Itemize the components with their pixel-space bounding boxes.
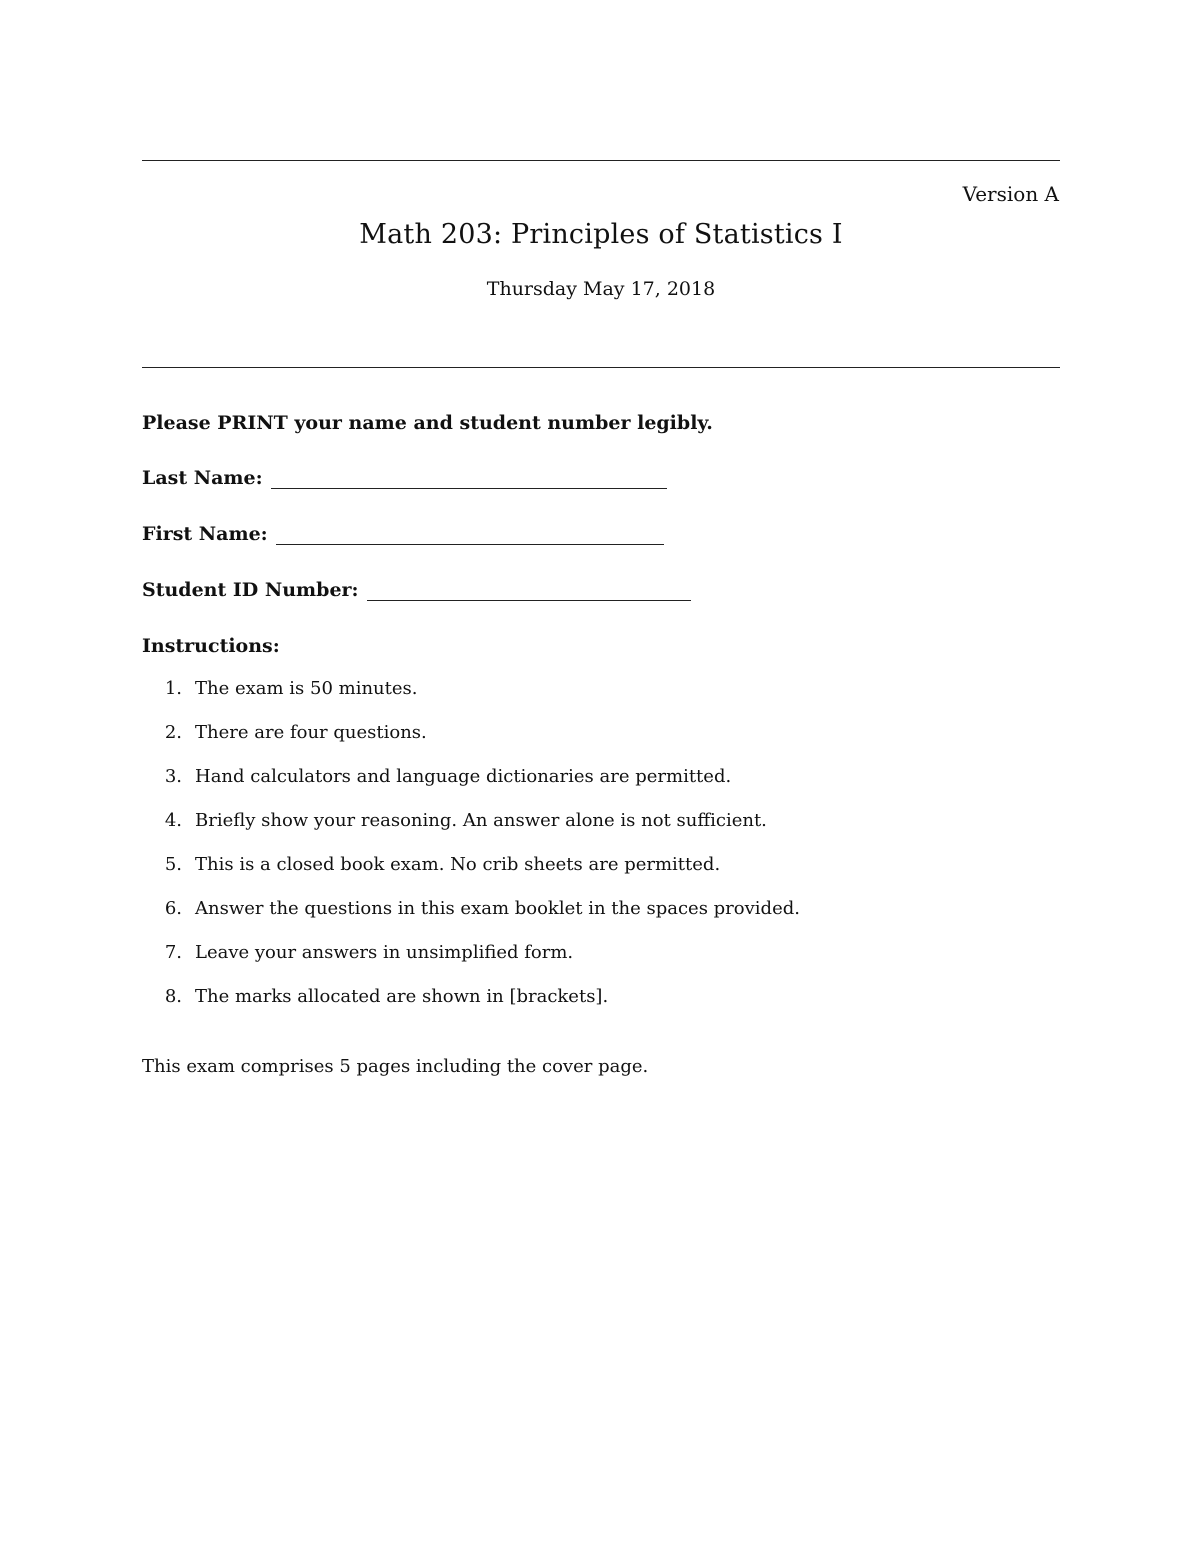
list-item — [142, 898, 800, 942]
last-name-label: Last Name: — [142, 467, 263, 489]
list-item — [142, 854, 800, 898]
list-item — [142, 722, 800, 766]
item-number: 4. — [164, 810, 182, 831]
item-number: 1. — [164, 678, 182, 699]
item-text: Briefly show your reasoning. An answer alone is not sufficient. — [195, 810, 767, 831]
first-name-field — [142, 523, 664, 545]
item-text: This is a closed book exam. No crib sheets are permitted. — [195, 854, 721, 875]
exam-title: Math 203: Principles of Statistics I — [359, 219, 843, 250]
item-number: 5. — [164, 854, 182, 875]
student-id-field — [142, 579, 691, 601]
version-label: Version A — [962, 182, 1059, 206]
item-number: 7. — [164, 942, 182, 963]
bottom-rule — [142, 367, 1060, 368]
print-instruction-text: Please PRINT your name and student number legibly. — [142, 412, 713, 434]
first-name-blank[interactable] — [276, 524, 664, 545]
list-item — [142, 766, 800, 810]
student-id-blank[interactable] — [367, 580, 691, 601]
print-instruction — [142, 412, 713, 434]
item-text: There are four questions. — [195, 722, 427, 743]
item-number: 2. — [164, 722, 182, 743]
student-id-label: Student ID Number: — [142, 579, 359, 601]
last-name-blank[interactable] — [271, 468, 667, 489]
instructions-list — [142, 678, 800, 1030]
item-text: Answer the questions in this exam booklet in the spaces provided. — [195, 898, 800, 919]
instructions-heading: Instructions: — [142, 635, 280, 657]
item-text: Leave your answers in unsimplified form. — [195, 942, 574, 963]
first-name-label: First Name: — [142, 523, 268, 545]
item-number: 8. — [164, 986, 182, 1007]
item-text: The exam is 50 minutes. — [195, 678, 418, 699]
item-text: The marks allocated are shown in [brackets]. — [195, 986, 609, 1007]
item-number: 3. — [164, 766, 182, 787]
exam-date: Thursday May 17, 2018 — [486, 278, 716, 300]
list-item — [142, 986, 800, 1030]
top-rule — [142, 160, 1060, 161]
list-item — [142, 942, 800, 986]
page-count-note: This exam comprises 5 pages including the cover page. — [142, 1056, 649, 1077]
item-text: Hand calculators and language dictionaries are permitted. — [195, 766, 732, 787]
last-name-field — [142, 467, 667, 489]
item-number: 6. — [164, 898, 182, 919]
list-item — [142, 810, 800, 854]
list-item — [142, 678, 800, 722]
